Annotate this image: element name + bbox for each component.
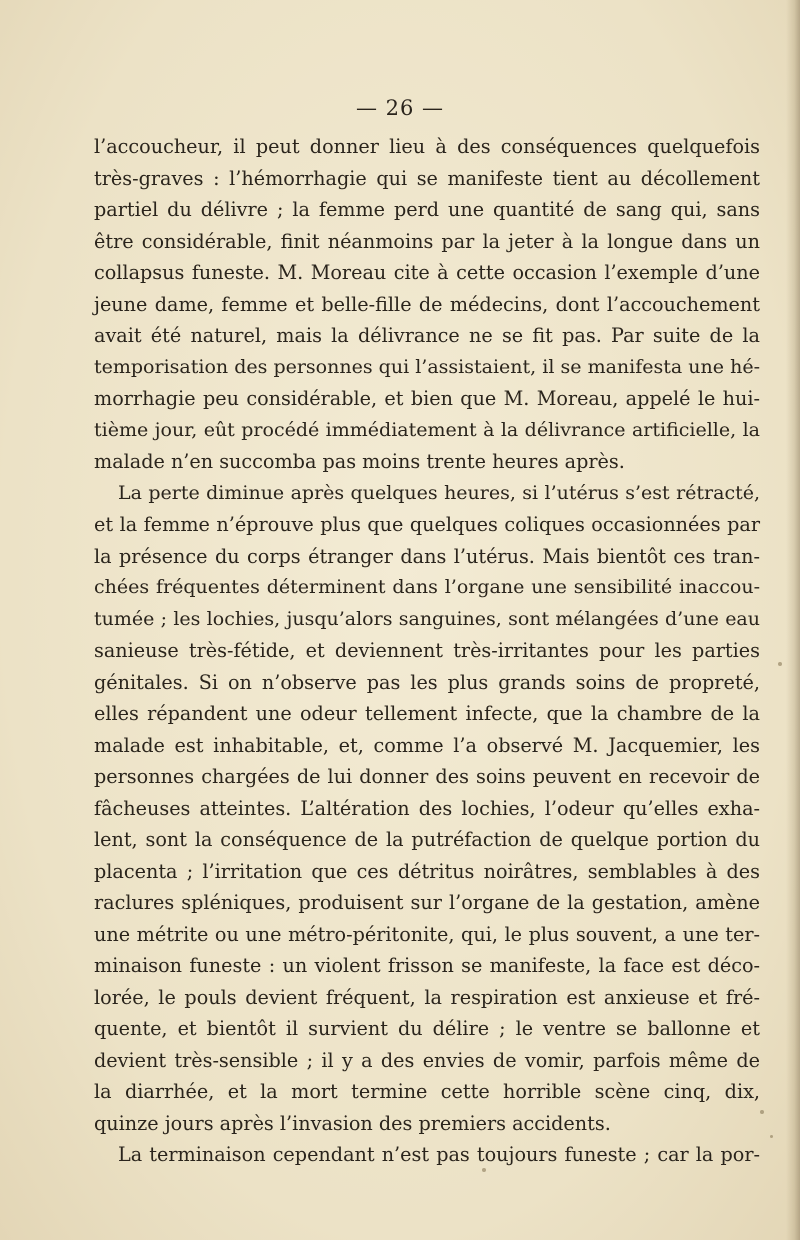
text-line: devient très-sensible ; il y a des envies de vomir, parfois même de bbox=[94, 1048, 760, 1072]
text-line: malade n’en succomba pas moins trente heures après. bbox=[94, 450, 625, 473]
text-line: jeune dame, femme et belle-fille de médecins, dont l’accouchement bbox=[94, 292, 760, 316]
text-line: la présence du corps étranger dans l’utérus. Mais bientôt ces tran- bbox=[94, 544, 760, 568]
text-line: partiel du délivre ; la femme perd une quantité de sang qui, sans bbox=[94, 198, 760, 221]
text-line: tième jour, eût procédé immédiatement à la délivrance artificielle, la bbox=[94, 418, 760, 441]
text-line: être considérable, finit néanmoins par la jeter à la longue dans un bbox=[94, 229, 760, 253]
text-line: génitales. Si on n’observe pas les plus grands soins de propreté, bbox=[94, 670, 760, 694]
body-text bbox=[94, 131, 760, 1171]
text-line: morrhagie peu considérable, et bien que M. Moreau, appelé le hui- bbox=[94, 387, 760, 410]
text-line: lorée, le pouls devient fréquent, la respiration est anxieuse et fré- bbox=[94, 985, 760, 1009]
text-line: et la femme n’éprouve plus que quelques coliques occasionnées par bbox=[94, 513, 760, 536]
paper-speck bbox=[760, 1110, 764, 1114]
text-line: fâcheuses atteintes. L’altération des lochies, l’odeur qu’elles exha- bbox=[94, 796, 760, 820]
paper-speck bbox=[770, 1135, 773, 1138]
text-line: chées fréquentes déterminent dans l’organe une sensibilité inaccou- bbox=[94, 576, 760, 598]
text-line: tumée ; les lochies, jusqu’alors sanguines, sont mélangées d’une eau bbox=[94, 607, 760, 630]
paper-speck bbox=[482, 1168, 486, 1172]
text-line: elles répandent une odeur tellement infecte, que la chambre de la bbox=[94, 702, 760, 725]
text-line: La terminaison cependant n’est pas toujours funeste ; car la por- bbox=[118, 1143, 760, 1166]
page-number: — 26 — bbox=[355, 96, 445, 120]
text-line: collapsus funeste. M. Moreau cite à cette occasion l’exemple d’une bbox=[94, 261, 760, 284]
text-line: personnes chargées de lui donner des soins peuvent en recevoir de bbox=[94, 765, 760, 788]
text-line: très-graves : l’hémorrhagie qui se manifeste tient au décollement bbox=[94, 166, 760, 190]
text-line: placenta ; l’irritation que ces détritus noirâtres, semblables à des bbox=[94, 859, 760, 883]
text-line: l’accoucheur, il peut donner lieu à des conséquences quelquefois bbox=[94, 135, 760, 158]
page-edge-shadow bbox=[786, 0, 800, 1240]
text-line: minaison funeste : un violent frisson se manifeste, la face est déco- bbox=[94, 954, 760, 977]
text-line: la diarrhée, et la mort termine cette horrible scène cinq, dix, bbox=[94, 1080, 760, 1103]
text-line: une métrite ou une métro-péritonite, qui, le plus souvent, a une ter- bbox=[94, 922, 760, 946]
text-line: lent, sont la conséquence de la putréfaction de quelque portion du bbox=[94, 828, 760, 851]
text-line: malade est inhabitable, et, comme l’a observé M. Jacquemier, les bbox=[94, 733, 760, 757]
text-line: temporisation des personnes qui l’assistaient, il se manifesta une hé- bbox=[94, 355, 760, 378]
text-line: La perte diminue après quelques heures, si l’utérus s’est rétracté, bbox=[118, 481, 760, 504]
text-line: quente, et bientôt il survient du délire ; le ventre se ballonne et bbox=[94, 1017, 760, 1040]
text-line: quinze jours après l’invasion des premiers accidents. bbox=[94, 1111, 611, 1135]
text-line: avait été naturel, mais la délivrance ne se fit pas. Par suite de la bbox=[94, 324, 760, 347]
text-line: raclures spléniques, produisent sur l’organe de la gestation, amène bbox=[94, 891, 760, 914]
text-line: sanieuse très-fétide, et deviennent très-irritantes pour les parties bbox=[94, 639, 760, 662]
paper-speck bbox=[778, 662, 782, 666]
